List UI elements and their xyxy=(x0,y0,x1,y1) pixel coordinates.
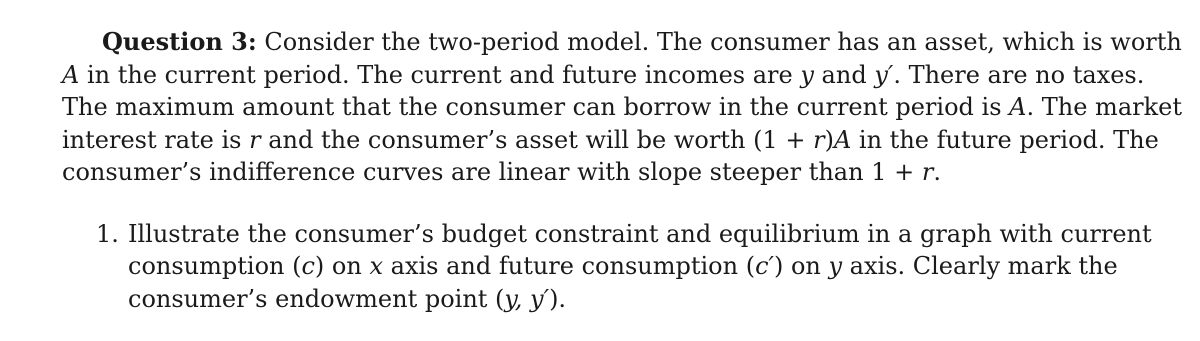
text-run: ) xyxy=(824,125,834,154)
question-line-5 xyxy=(62,156,1110,189)
text-run: . There are no taxes. xyxy=(893,60,1145,89)
item-line-2 xyxy=(128,250,1118,283)
text-run: ). xyxy=(549,284,567,313)
text-run: in the current period. The current and future incomes are xyxy=(79,60,801,89)
question-line-1 xyxy=(62,26,1182,59)
math-var: r xyxy=(813,125,825,154)
math-var: x xyxy=(369,252,383,280)
document-page xyxy=(62,26,1182,315)
text-run: consumer’s indifference curves are linear with slope steeper than 1 + xyxy=(62,158,922,186)
text-run: interest rate is xyxy=(62,125,250,154)
math-var: y xyxy=(828,252,843,280)
text-run: . The market xyxy=(1026,93,1182,121)
math-var: c xyxy=(301,252,315,280)
text-run: The maximum amount that the consumer can borrow in the current period is xyxy=(62,93,1010,121)
math-var: y′ xyxy=(874,60,894,89)
math-var: y, y′ xyxy=(504,284,550,313)
text-run: axis. Clearly mark the xyxy=(842,252,1118,280)
question-text: Consider the two-period model. The consumer has an asset, which is worth xyxy=(264,28,1182,56)
math-var: y xyxy=(800,60,814,89)
item-line-1 xyxy=(128,218,1152,251)
text-run: and the consumer’s asset will be worth (1 + xyxy=(260,125,814,154)
text-run: in the future period. The xyxy=(851,125,1159,154)
question-paragraph xyxy=(62,26,1182,189)
item-line-3 xyxy=(128,283,1110,316)
question-line-3 xyxy=(62,91,1182,124)
text-run: axis and future consumption ( xyxy=(383,252,756,280)
question-line-4 xyxy=(62,124,1159,157)
math-var: A xyxy=(62,60,80,89)
question-line-2 xyxy=(62,59,1145,92)
text-run: ) on xyxy=(773,252,829,280)
text-run: ) on xyxy=(314,252,370,280)
sub-question-list xyxy=(62,218,1152,316)
math-var: c′ xyxy=(755,252,774,280)
math-var: r xyxy=(921,158,934,186)
math-var: A xyxy=(1009,93,1027,121)
text-run: consumption ( xyxy=(128,252,302,280)
text-run: Illustrate the consumer’s budget constraint and equilibrium in a graph with current xyxy=(128,219,1152,248)
text-run: consumer’s endowment point ( xyxy=(128,284,505,313)
text-run: . xyxy=(933,158,941,186)
math-var: A xyxy=(833,125,852,154)
math-var: r xyxy=(249,125,261,154)
list-item-text xyxy=(128,218,1152,316)
text-run: and xyxy=(813,60,875,89)
question-label: Question 3: xyxy=(102,27,257,56)
list-item-number: 1. xyxy=(96,219,119,248)
